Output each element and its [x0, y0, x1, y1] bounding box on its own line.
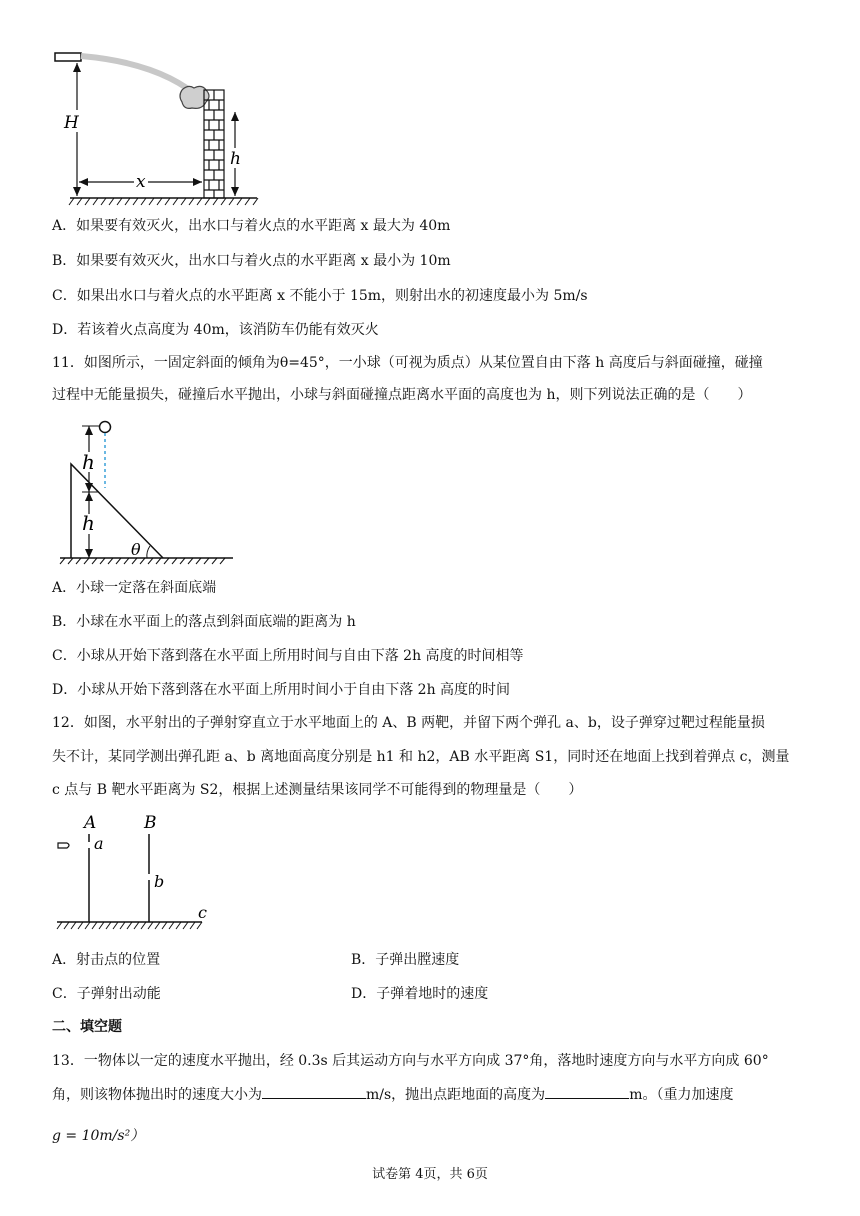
label-h: h: [230, 149, 241, 169]
label-a: a: [94, 834, 104, 853]
q10-option-b: B．如果要有效灭火，出水口与着火点的水平距离 x 最小为 10m: [52, 253, 451, 269]
figure-fire-hose: [52, 48, 262, 213]
q12-stem-line3: c 点与 B 靶水平距离为 S2，根据上述测量结果该同学不可能得到的物理量是（ ）: [52, 782, 583, 798]
q12-stem-line2: 失不计，某同学测出弹孔距 a、b 离地面高度分别是 h1 和 h2，AB 水平距离 S1，同时还在地面上找到着弹点 c，测量: [52, 749, 790, 765]
answer-blank-speed[interactable]: [262, 1084, 366, 1099]
q11-option-a: A．小球一定落在斜面底端: [52, 580, 217, 596]
q12-option-c: C．子弹射出动能: [52, 986, 161, 1002]
q13-line2: [52, 1084, 733, 1105]
label-c: c: [198, 903, 207, 922]
label-A: A: [84, 813, 97, 833]
q13-line3: g = 10m/s²）: [52, 1128, 145, 1144]
q11-option-d: D．小球从开始下落到落在水平面上所用时间小于自由下落 2h 高度的时间: [52, 682, 511, 698]
label-H: H: [64, 113, 79, 133]
label-h-lower: h: [82, 511, 95, 535]
section-heading-fill-in: 二、填空题: [52, 1019, 122, 1035]
label-b: b: [154, 872, 165, 891]
page-footer: 试卷第 4页，共 6页: [372, 1167, 488, 1182]
label-theta: θ: [131, 540, 141, 559]
q12-option-b: B．子弹出膛速度: [351, 952, 460, 968]
figure-targets: [52, 812, 222, 937]
q11-option-c: C．小球从开始下落到落在水平面上所用时间与自由下落 2h 高度的时间相等: [52, 648, 524, 664]
q11-stem-line1: 11．如图所示，一固定斜面的倾角为θ=45°，一小球（可视为质点）从某位置自由下落 h 高度后与斜面碰撞，碰撞: [52, 355, 763, 371]
label-x: x: [136, 172, 146, 192]
q12-option-d: D．子弹着地时的速度: [351, 986, 489, 1002]
q13-text-b: m/s，抛出点距地面的高度为: [366, 1087, 546, 1103]
q12-stem-line1: 12．如图，水平射出的子弹射穿直立于水平地面上的 A、B 两靶，并留下两个弹孔 a、b，设子弹穿过靶过程能量损: [52, 715, 765, 731]
q13-line1: 13．一物体以一定的速度水平抛出，经 0.3s 后其运动方向与水平方向成 37°角，落地时速度方向与水平方向成 60°: [52, 1053, 769, 1069]
q10-option-d: D．若该着火点高度为 40m，该消防车仍能有效灭火: [52, 322, 379, 338]
q11-stem-line2: 过程中无能量损失，碰撞后水平抛出，小球与斜面碰撞点距离水平面的高度也为 h，则下列说法正确的是（ ）: [52, 387, 752, 403]
label-B: B: [144, 813, 157, 833]
q11-option-b: B．小球在水平面上的落点到斜面底端的距离为 h: [52, 614, 356, 630]
q10-option-a: A．如果要有效灭火，出水口与着火点的水平距离 x 最大为 40m: [52, 218, 451, 234]
answer-blank-height[interactable]: [545, 1084, 629, 1099]
q10-option-c: C．如果出水口与着火点的水平距离 x 不能小于 15m，则射出水的初速度最小为 5m/s: [52, 288, 588, 304]
q13-text-a: 角，则该物体抛出时的速度大小为: [52, 1087, 262, 1103]
q12-option-a: A．射击点的位置: [52, 952, 161, 968]
q13-text-c: m。（重力加速度: [629, 1087, 734, 1103]
figure-incline: [55, 416, 235, 566]
label-h-upper: h: [82, 450, 95, 474]
